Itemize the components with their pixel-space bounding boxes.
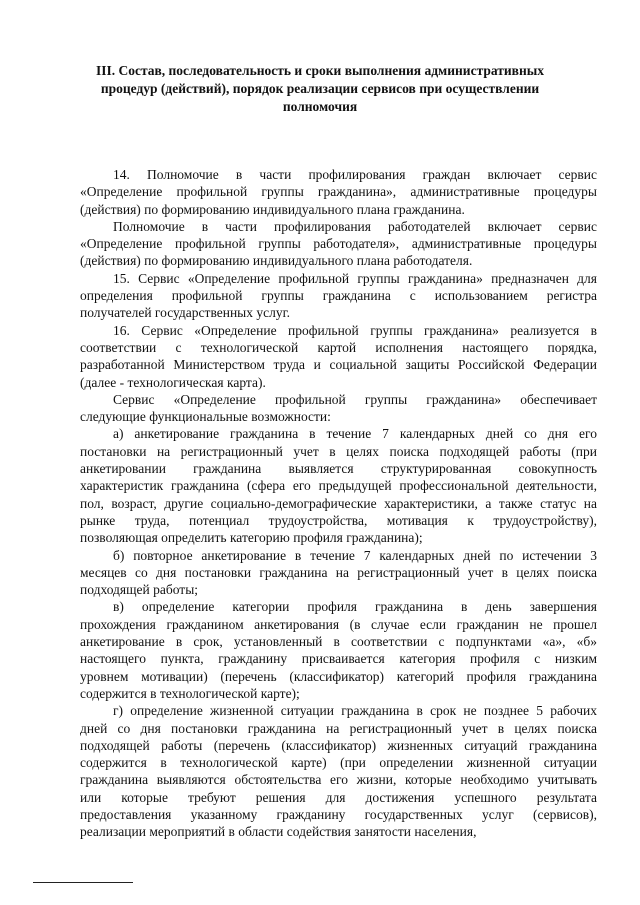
text-line: разработанной Министерством труда и социальной защиты Российской Федерации [80,357,597,373]
paragraph [80,270,597,322]
text-line: подходящей работы; [80,582,199,598]
text-line: настоящего пункта, гражданину присваивается категория профиля с низким [80,651,597,667]
text-line: пол, возраст, другие социально-демографические характеристики, а также статус на [80,495,597,511]
paragraph-spacer [80,144,597,166]
text-line: позволяющая определить категорию профиля гражданина); [80,530,423,546]
text-line: дней со дня постановки гражданина на регистрационный учет в целях поиска [80,720,597,736]
document-body [80,144,597,841]
section-heading-line-1: III. Состав, последовательность и сроки выполнения административных [95,63,545,78]
footnote-divider [33,882,133,883]
paragraph [80,218,597,270]
text-line: определения профильной группы гражданина с использованием регистра [80,288,597,304]
paragraph [80,702,597,840]
paragraph [80,166,597,218]
text-line: «Определение профильной группы работодателя», административные процедуры [80,236,597,252]
text-line: содержится в технологической карте) (при определении жизненной ситуации [80,755,597,771]
paragraph [80,547,597,599]
text-line: реализации мероприятий в области содействия занятости населения, [80,824,477,840]
text-line: прохождения гражданином анкетирования (в случае если гражданин не прошел [80,616,597,632]
paragraph [80,425,597,546]
text-line: соответствии с технологической картой исполнения настоящего порядка, [80,339,597,355]
text-line: анкетирование в срок, установленный в соответствии с подпунктами «а», «б» [80,634,597,650]
text-line: характеристик гражданина (сфера его предыдущей профессиональной деятельности, [80,478,597,494]
text-line: (действия) по формированию индивидуального плана гражданина. [80,201,465,217]
text-line: 16. Сервис «Определение профильной группы гражданина» реализуется в [113,322,597,338]
text-line: подходящей работы (перечень (классификатор) жизненных ситуаций гражданина [80,737,597,753]
text-line: Полномочие в части профилирования работодателей включает сервис [113,218,597,234]
text-line: содержится в технологической карте); [80,685,300,701]
section-heading-line-3: полномочия [282,99,358,114]
text-line: 15. Сервис «Определение профильной группы гражданина» предназначен для [113,270,597,286]
paragraph-list [80,144,597,841]
text-line: анкетировании гражданина выявляется структурированная совокупность [80,461,597,477]
paragraph [80,322,597,391]
text-line: уровнем мотивации) (перечень (классификатор) категорий профиля гражданина [80,668,597,684]
text-line: рынке труда, потенциал трудоустройства, мотивация к трудоустройству), [80,512,597,528]
text-line: Сервис «Определение профильной группы гражданина» обеспечивает [113,391,597,407]
text-line: (действия) по формированию индивидуального плана работодателя. [80,253,473,269]
text-line: постановки на регистрационный учет в целях поиска подходящей работы (при [80,443,597,459]
paragraph [80,391,597,426]
text-line: б) повторное анкетирование в течение 7 календарных дней по истечении 3 [113,547,597,563]
paragraph [80,598,597,702]
text-line: г) определение жизненной ситуации гражданина в срок не позднее 5 рабочих [113,703,597,719]
text-line: гражданина выявляются обстоятельства его жизни, которые необходимо учитывать [80,772,597,788]
section-heading-line-2: процедур (действий), порядок реализации сервисов при осуществлении [100,81,540,96]
text-line: а) анкетирование гражданина в течение 7 календарных дней со дня его [113,426,597,442]
text-line: месяцев со дня постановки гражданина на регистрационный учет в целях поиска [80,564,597,580]
text-line: 14. Полномочие в части профилирования граждан включает сервис [113,167,597,182]
text-line: (далее - технологическая карта). [80,374,266,390]
text-line: «Определение профильной группы гражданина», административные процедуры [80,184,597,200]
section-heading [60,62,580,116]
text-line: следующие функциональные возможности: [80,409,331,425]
text-line: получателей государственных услуг. [80,305,290,321]
text-line: или которые требуют решения для достижения успешного результата [80,789,597,805]
text-line: в) определение категории профиля гражданина в день завершения [113,599,597,615]
text-line: предоставления указанному гражданину государственных услуг (сервисов), [80,806,597,822]
